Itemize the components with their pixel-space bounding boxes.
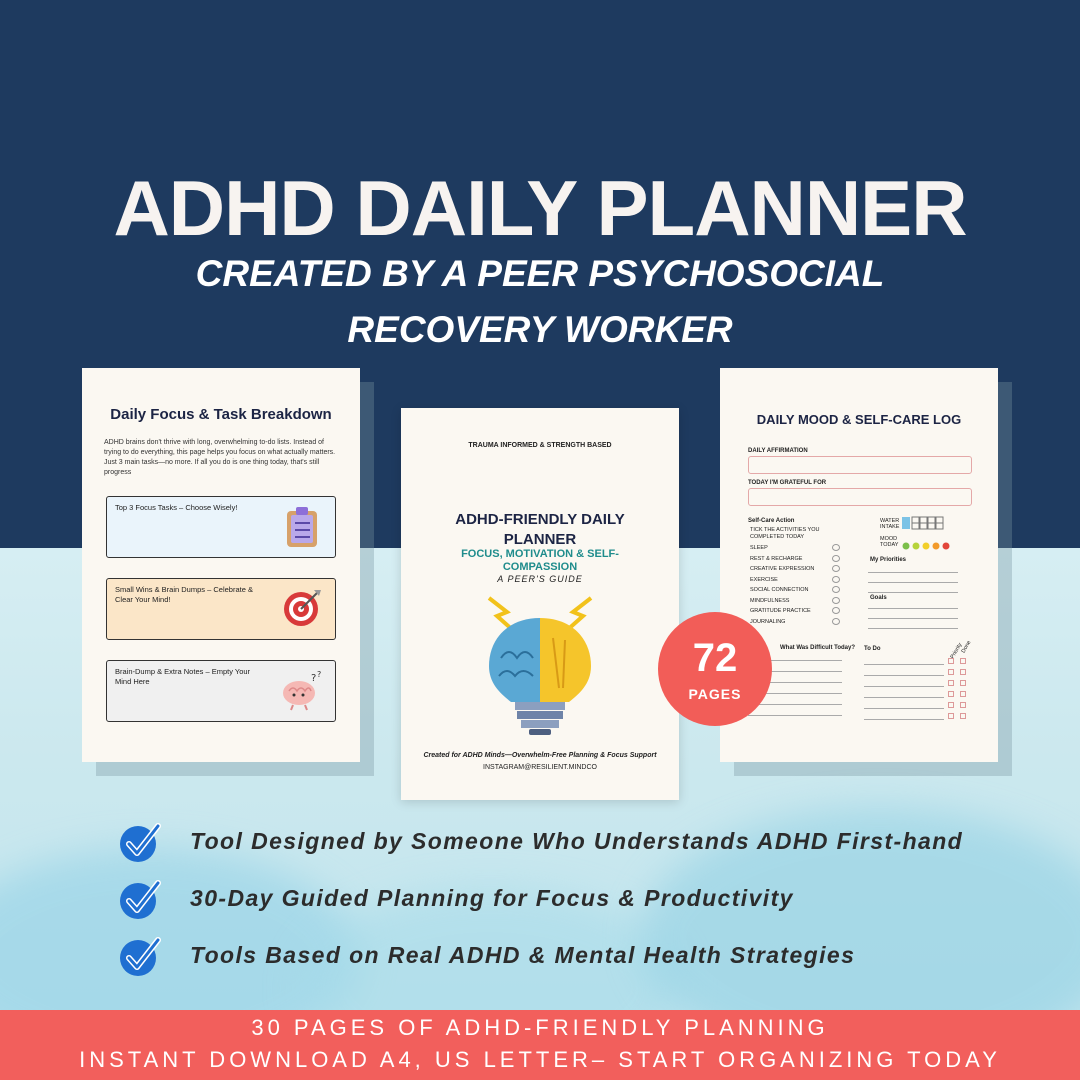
brain-dump-label: Brain-Dump & Extra Notes – Empty Your Mind Here	[115, 667, 251, 686]
subtitle-line-2: RECOVERY WORKER	[347, 309, 733, 350]
priority-box	[948, 658, 954, 664]
activity-label: GRATITUDE PRACTICE	[750, 608, 811, 614]
checkmark-icon	[118, 877, 162, 921]
activity-label: SOCIAL CONNECTION	[750, 587, 809, 593]
footer-line-1: 30 PAGES OF ADHD-FRIENDLY PLANNING	[251, 1015, 829, 1040]
done-box	[960, 702, 966, 708]
mood-label: MOOD TODAY	[880, 536, 899, 548]
cover-footer-text: Created for ADHD Minds—Overwhelm-Free Planning & Focus Support	[423, 752, 657, 759]
cover-title: ADHD-FRIENDLY DAILY PLANNER	[455, 511, 625, 548]
todo-line	[864, 675, 944, 676]
activity-label: CREATIVE EXPRESSION	[750, 566, 815, 572]
checkmark-icon	[118, 820, 162, 864]
priority-line	[868, 582, 958, 583]
small-wins-box	[106, 578, 336, 640]
feature-text: 30-Day Guided Planning for Focus & Productivity	[190, 885, 794, 911]
writing-line	[748, 704, 842, 705]
goals-label: Goals	[870, 595, 887, 601]
activity-label: REST & RECHARGE	[750, 556, 803, 562]
page-count-badge	[658, 612, 772, 726]
cover-guide-label: A PEER'S GUIDE	[497, 574, 583, 584]
cover-instagram-handle: INSTAGRAM@RESILIENT.MINDCO	[483, 764, 597, 771]
feature-item	[118, 820, 1018, 866]
done-box	[960, 691, 966, 697]
priority-box	[948, 669, 954, 675]
priority-line	[868, 592, 958, 593]
done-box	[960, 658, 966, 664]
checkbox-circle	[832, 597, 840, 604]
brain-icon	[281, 669, 323, 716]
todo-line	[864, 708, 944, 709]
focus-page-intro: ADHD brains don't thrive with long, overwhelming to-do lists. Instead of trying to do everything, this page helps you focus on what actually matters. Just 3 main tasks—no more. If all you do is one thing today, that's still progress	[104, 439, 336, 476]
svg-text:?: ?	[311, 673, 317, 684]
feature-item	[118, 934, 1018, 980]
priority-box	[948, 702, 954, 708]
feature-text: Tool Designed by Someone Who Understands ADHD First-hand	[190, 828, 964, 854]
selfcare-title: Self-Care Action	[748, 518, 795, 524]
water-label: WATER INTAKE	[880, 518, 900, 530]
checkmark-icon	[118, 934, 162, 978]
goal-line	[868, 618, 958, 619]
done-box	[960, 713, 966, 719]
svg-text:?: ?	[317, 670, 322, 679]
checkbox-circle	[832, 576, 840, 583]
target-icon	[281, 587, 323, 634]
checkbox-circle	[832, 555, 840, 562]
footer-line-2: INSTANT DOWNLOAD A4, US LETTER– START ORGANIZING TODAY	[79, 1047, 1001, 1072]
goal-line	[868, 608, 958, 609]
goal-line	[868, 628, 958, 629]
cover-tagline: FOCUS, MOTIVATION & SELF-COMPASSION	[461, 548, 619, 573]
mood-faces-icon	[902, 537, 950, 555]
checkbox-circle	[832, 586, 840, 593]
focus-page-preview	[82, 368, 360, 762]
done-column-label: Done	[960, 639, 973, 655]
brain-dump-box	[106, 660, 336, 722]
mood-log-title: DAILY MOOD & SELF-CARE LOG	[756, 412, 962, 427]
priority-box	[948, 713, 954, 719]
subtitle-line-1: CREATED BY A PEER PSYCHOSOCIAL	[195, 253, 885, 294]
activity-label: JOURNALING	[750, 619, 786, 625]
focus-tasks-label: Top 3 Focus Tasks – Choose Wisely!	[115, 503, 238, 512]
checkbox-circle	[832, 544, 840, 551]
activity-label: EXERCISE	[750, 577, 778, 583]
priorities-label: My Priorities	[870, 557, 907, 563]
selfcare-hint: TICK THE ACTIVITIES YOU COMPLETED TODAY	[750, 527, 820, 540]
difficult-label: What Was Difficult Today?	[780, 645, 855, 651]
water-tracker	[902, 516, 944, 535]
main-title: ADHD DAILY PLANNER	[113, 164, 967, 252]
focus-page-title: Daily Focus & Task Breakdown	[110, 406, 332, 423]
clipboard-icon	[283, 505, 323, 554]
todo-line	[864, 697, 944, 698]
small-wins-label: Small Wins & Brain Dumps – Celebrate & Clear Your Mind!	[115, 585, 253, 604]
activity-label: MINDFULNESS	[750, 598, 790, 604]
priority-line	[868, 572, 958, 573]
cover-page-preview	[401, 408, 679, 800]
page-count-label: PAGES	[688, 686, 742, 702]
checkbox-circle	[832, 565, 840, 572]
page-count-number: 72	[692, 636, 738, 680]
mood-log-page-preview	[720, 368, 998, 762]
focus-tasks-box	[106, 496, 336, 558]
todo-line	[864, 719, 944, 720]
feature-item	[118, 877, 1018, 923]
feature-text: Tools Based on Real ADHD & Mental Health Strategies	[190, 942, 856, 968]
grateful-label: TODAY I'M GRATEFUL FOR	[748, 480, 827, 486]
checkbox-circle	[832, 607, 840, 614]
grateful-field	[748, 488, 972, 506]
priority-box	[948, 691, 954, 697]
affirmation-label: DAILY AFFIRMATION	[748, 448, 808, 454]
brain-bulb-icon	[467, 588, 613, 743]
todo-line	[864, 686, 944, 687]
activity-label: SLEEP	[750, 545, 768, 551]
checkbox-circle	[832, 618, 840, 625]
writing-line	[748, 715, 842, 716]
todo-label: To Do	[864, 646, 881, 652]
todo-line	[864, 664, 944, 665]
done-box	[960, 669, 966, 675]
priority-column-label: Priority	[949, 642, 964, 660]
done-box	[960, 680, 966, 686]
priority-box	[948, 680, 954, 686]
footer-banner	[0, 1010, 1080, 1080]
cover-top-label: TRAUMA INFORMED & STRENGTH BASED	[468, 442, 612, 449]
affirmation-field	[748, 456, 972, 474]
